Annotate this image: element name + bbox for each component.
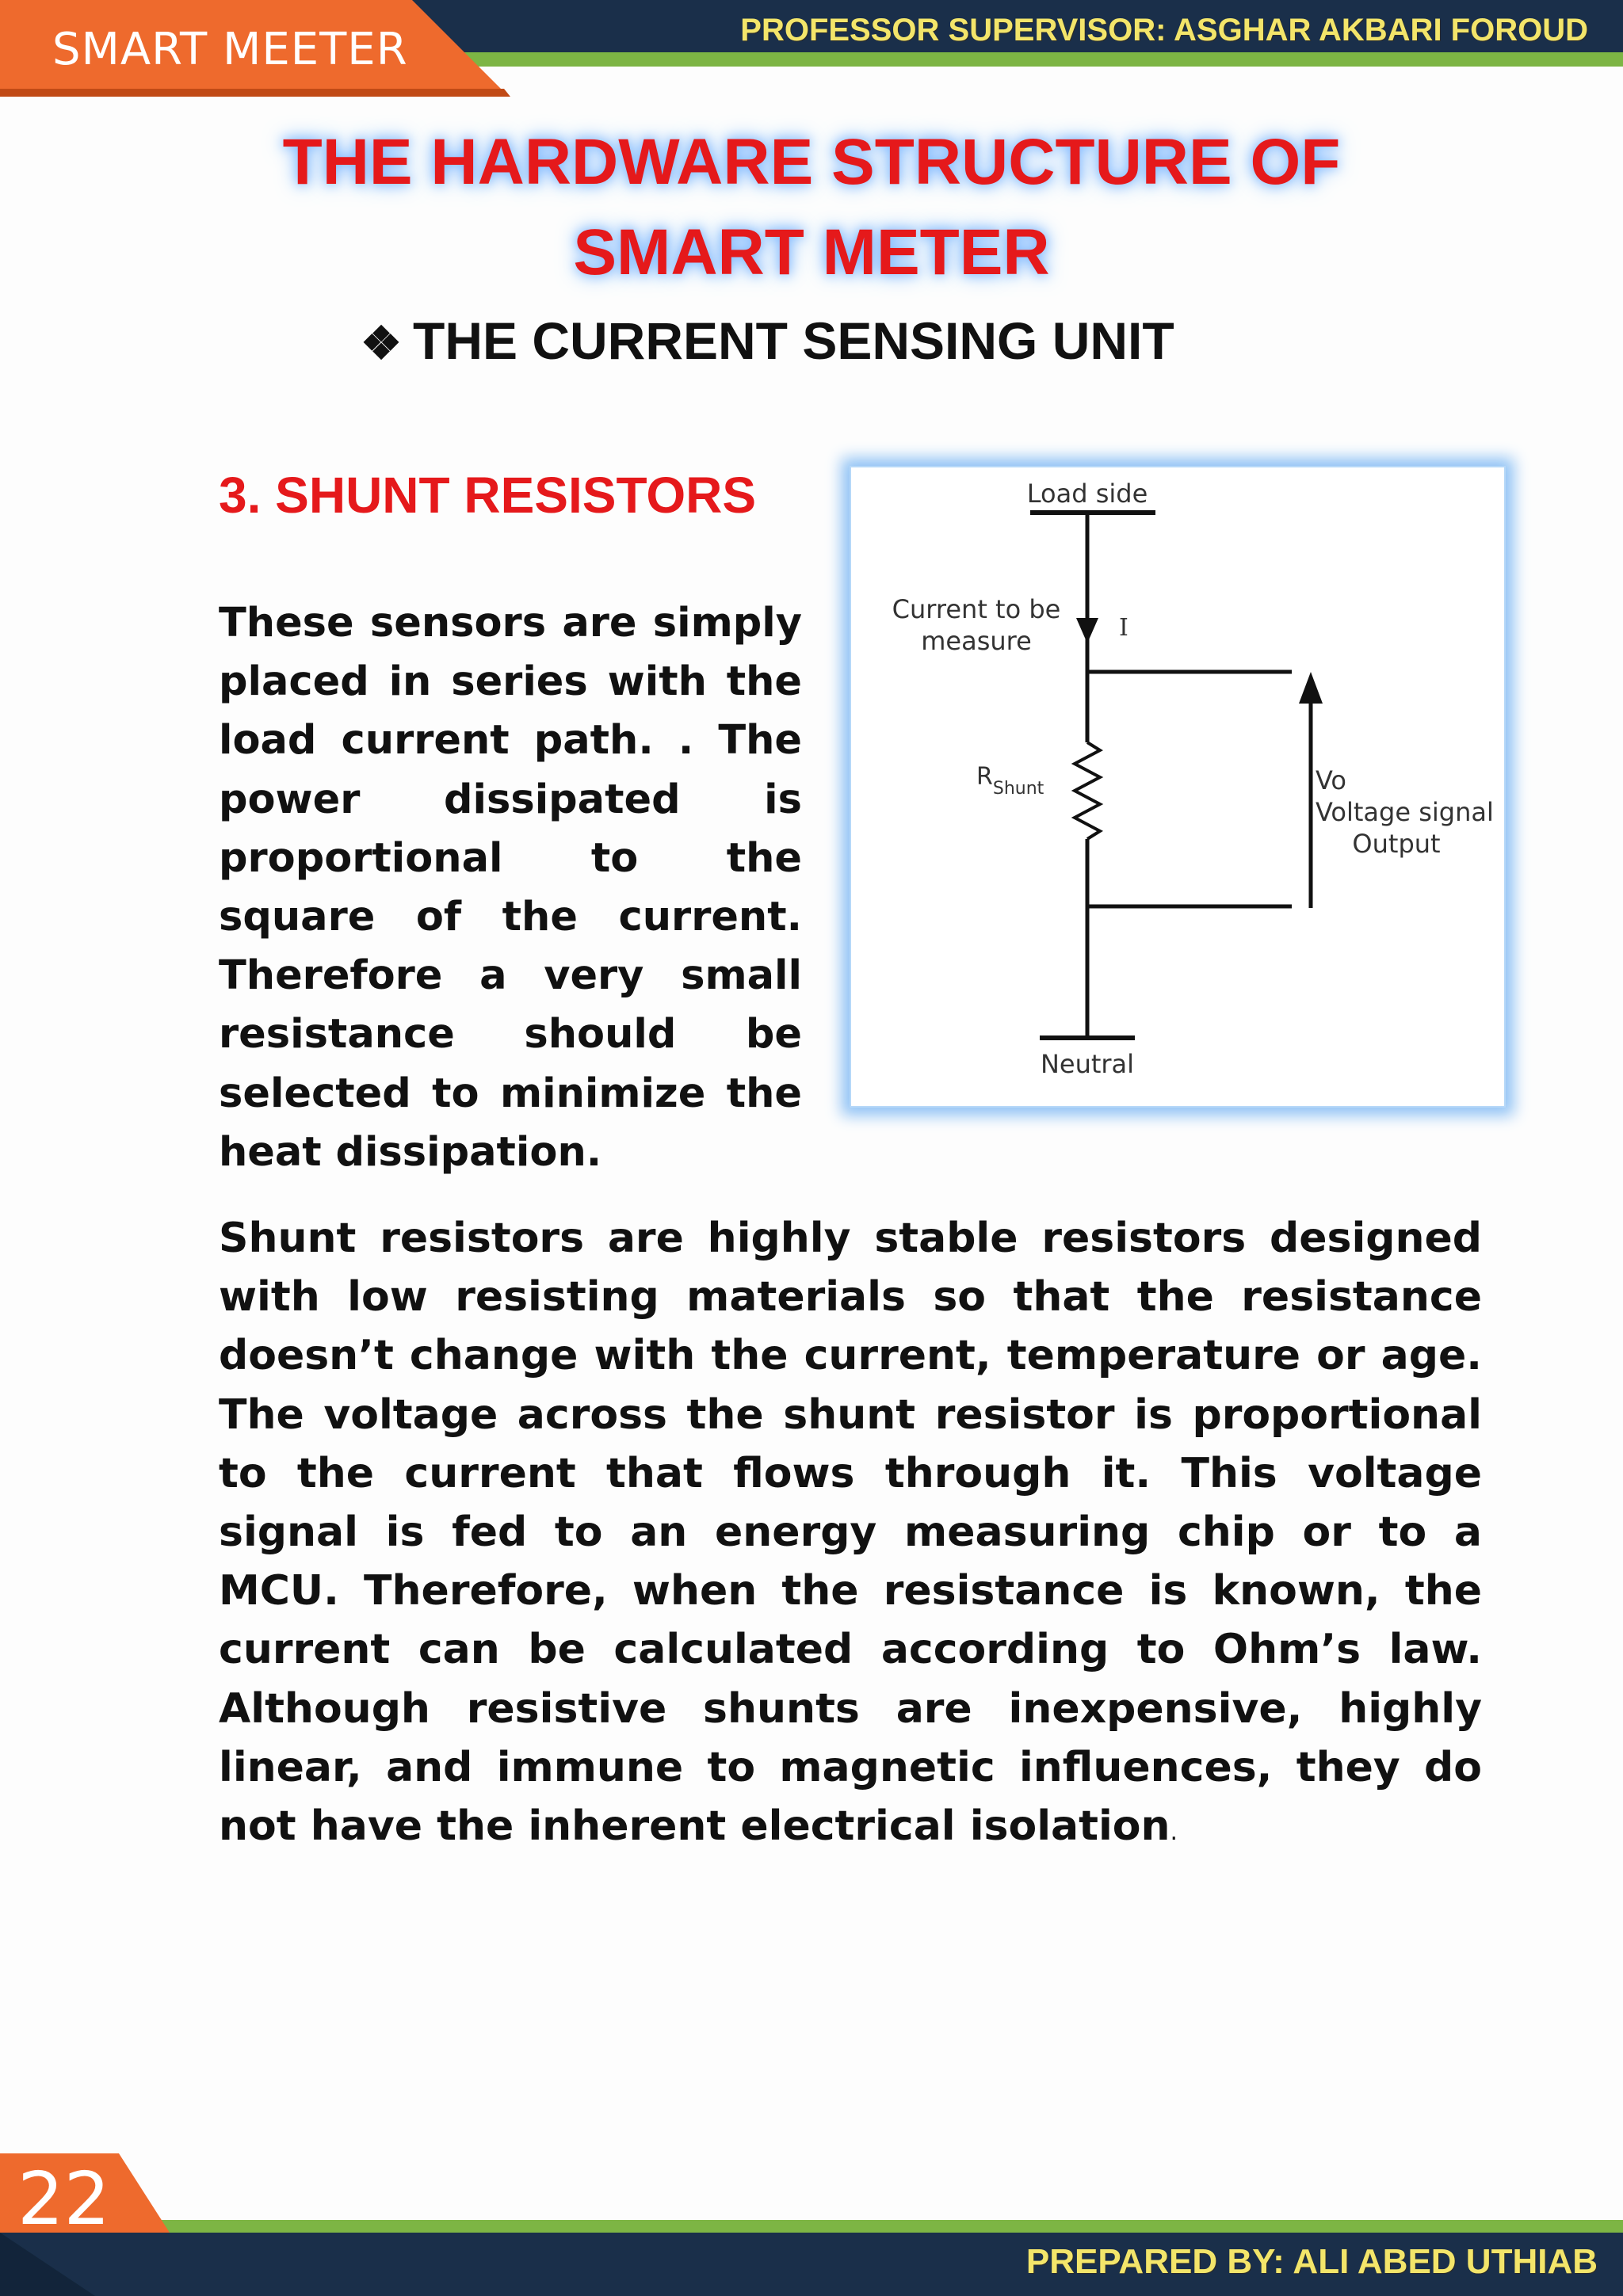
page-title [0,117,1623,298]
resistor-label-sub: Shunt [992,779,1044,799]
current-label-line2: measure [921,626,1032,656]
detail-paragraph-text: Shunt resistors are highly stable resistors designed with low resisting materials so that the resistance doesn’t change with the current, temperature or age. The voltage across the shunt resistor is proportional to the current that flows through it. This voltage signal is fed to an energy measuring chip or to a MCU. Therefore, when the resistance is known, the current can be calculated according to Ohm’s law. Although resistive shunts are inexpensive, highly linear, and immune to magnetic influences, they do not have the inherent electrical isolation [219,1215,1482,1851]
header-tab-shadow [0,89,510,97]
shunt-circuit-svg [851,467,1504,1106]
neutral-label: Neutral [1040,1049,1135,1079]
vo-label: Vo [1316,765,1346,795]
detail-paragraph [219,1209,1482,1862]
subtitle-text: THE CURRENT SENSING UNIT [413,311,1174,370]
header-supervisor: PROFESSOR SUPERVISOR: ASGHAR AKBARI FOROUD [740,13,1588,48]
current-arrow-icon [1076,618,1098,643]
page-title-line1: THE HARDWARE STRUCTURE OF [282,126,1341,198]
circuit-diagram [850,466,1506,1108]
voltage-arrow-icon [1299,672,1323,704]
header-accent-stripe [412,52,1623,67]
diamond-bullet-icon: ❖ [361,318,402,369]
current-symbol: I [1119,614,1128,642]
load-side-label: Load side [1026,479,1148,509]
section-heading: 3. SHUNT RESISTORS [219,467,757,524]
intro-paragraph: These sensors are simply placed in series with the load current path. . The power dissipated is proportional to the square of the current. Therefore a very small resistance should be selected to minimize the heat dissipation. [219,600,802,1176]
header-title: SMART MEETER [52,24,408,75]
current-label-line1: Current to be [892,594,1061,624]
voltage-signal-label: Voltage signal [1316,797,1494,827]
page-title-line2: SMART METER [573,216,1050,288]
resistor-label [976,763,1044,799]
resistor-label-main: R [976,763,993,791]
shunt-resistor-icon [1075,742,1100,839]
detail-paragraph-end: . [1170,1818,1178,1847]
output-label: Output [1352,829,1441,859]
section-subtitle [361,311,1174,371]
page-number: 22 [17,2157,111,2241]
footer-prepared-by: PREPARED BY: ALI ABED UTHIAB [1025,2242,1598,2281]
